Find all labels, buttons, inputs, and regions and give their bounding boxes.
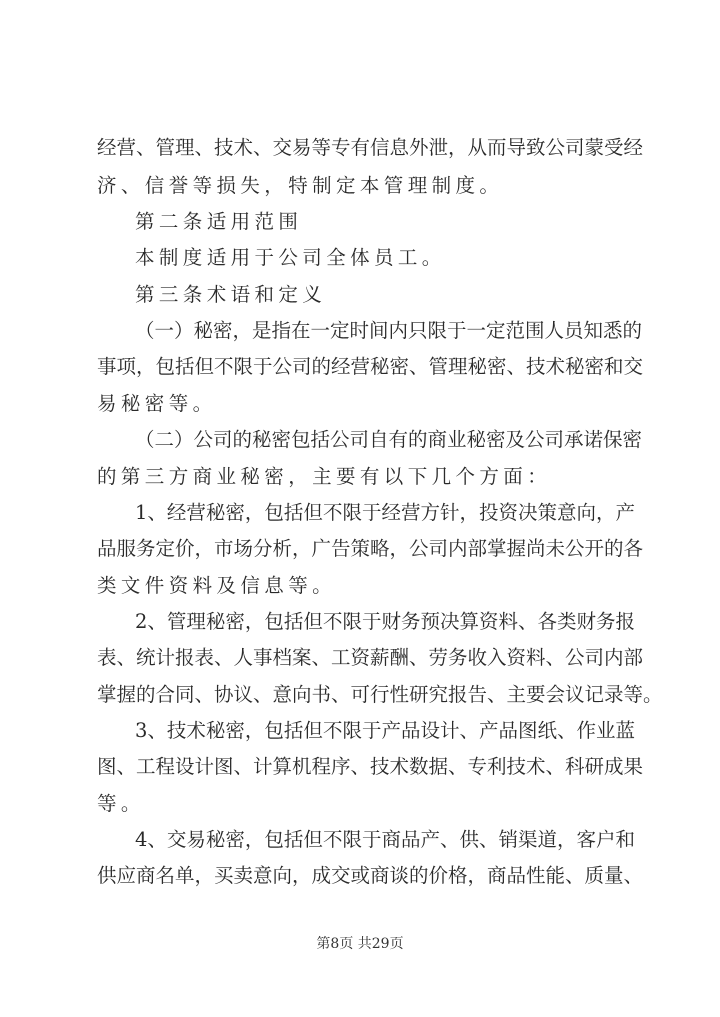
text-line: 掌握的合同、协议、意向书、可行性研究报告、主要会议记录等。	[97, 683, 663, 706]
page-number-footer: 第8页 共29页	[316, 936, 404, 952]
section-heading: 第二条适用范围	[135, 210, 303, 233]
text-line: （二）公司的秘密包括公司自有的商业秘密及公司承诺保密	[135, 428, 643, 451]
text-line: 等。	[97, 792, 145, 815]
text-line: 经营、管理、技术、交易等专有信息外泄，从而导致公司蒙受经	[97, 136, 644, 159]
text-line: 2、管理秘密，包括但不限于财务预决算资料、各类财务报	[135, 610, 635, 633]
text-line: 本制度适用于公司全体员工。	[135, 246, 446, 269]
text-line: 图、工程设计图、计算机程序、技术数据、专利技术、科研成果	[97, 755, 644, 778]
text-line: 4、交易秘密，包括但不限于商品产、供、销渠道，客户和	[135, 828, 635, 851]
text-line: （一）秘密，是指在一定时间内只限于一定范围人员知悉的	[135, 319, 643, 342]
text-line: 济、信誉等损失，特制定本管理制度。	[97, 174, 504, 197]
text-line: 事项，包括但不限于公司的经营秘密、管理秘密、技术秘密和交	[97, 355, 644, 378]
text-line: 3、技术秘密，包括但不限于产品设计、产品图纸、作业蓝	[135, 719, 635, 742]
text-line: 供应商名单，买卖意向，成交或商谈的价格，商品性能、质量、	[97, 864, 644, 887]
section-heading: 第三条术语和定义	[135, 283, 327, 306]
text-line: 1、经营秘密，包括但不限于经营方针，投资决策意向，产	[135, 501, 635, 524]
text-line: 的第三方商业秘密，主要有以下几个方面：	[97, 465, 552, 488]
text-line: 表、统计报表、人事档案、工资薪酬、劳务收入资料、公司内部	[97, 646, 644, 669]
text-line: 易秘密等。	[97, 392, 217, 415]
text-line: 类文件资料及信息等。	[97, 574, 337, 597]
text-line: 品服务定价，市场分析，广告策略，公司内部掌握尚未公开的各	[97, 537, 644, 560]
